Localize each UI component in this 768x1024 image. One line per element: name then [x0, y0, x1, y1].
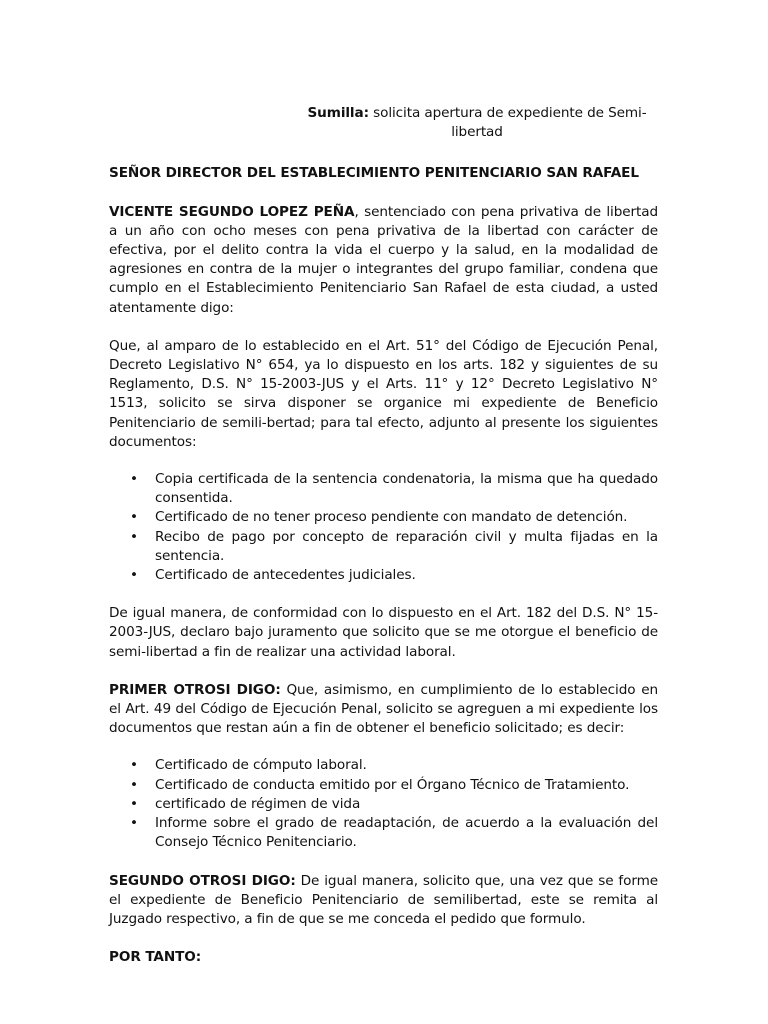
- bullet: •: [130, 509, 138, 526]
- list-item: [109, 528, 658, 566]
- addressee-heading: SEÑOR DIRECTOR DEL ESTABLECIMIENTO PENITENCIARIO SAN RAFAEL: [109, 165, 639, 182]
- list-item-text: Certificado de antecedentes judiciales.: [155, 567, 416, 584]
- sumilla-label: Sumilla:: [307, 105, 369, 121]
- intro-text: , sentenciado con pena privativa de libertad a un año con ocho meses con pena privativa de la libertad con carácter de efectiva, por el delito contra la vida el cuerpo y la salud, en la modalidad de agresiones en contra de la mujer o integrantes del grupo familiar, condena que cumplo en el Establecimiento Penitenciario San Rafael de esta ciudad, a usted atentamente digo:: [109, 203, 658, 316]
- petitioner-name: VICENTE SEGUNDO LOPEZ PEÑA: [109, 203, 355, 220]
- list-item-text: Certificado de no tener proceso pendiente con mandato de detención.: [155, 509, 628, 526]
- list-item-text: Informe sobre el grado de readaptación, de acuerdo a la evaluación del Consejo Técnico Penitenciario.: [155, 815, 658, 851]
- list-item-text: Certificado de cómputo laboral.: [155, 757, 367, 774]
- list-item-text: certificado de régimen de vida: [155, 795, 361, 812]
- list-item: [109, 814, 658, 852]
- attached-documents-list: [109, 470, 658, 585]
- primer-otrosi-label: PRIMER OTROSI DIGO:: [109, 681, 281, 698]
- request-paragraph: Que, al amparo de lo establecido en el Art. 51° del Código de Ejecución Penal, Decreto Legislativo N° 654, ya lo dispuesto en los arts. 182 y siguientes de su Reglamento, D.S. N° 15-2003-JUS y el Arts. 11° y 12° Decreto Legislativo N° 1513, solicito se sirva disponer se organice mi expediente de Beneficio Penitenciario de semili-bertad; para tal efecto, adjunto al presente los siguientes documentos:: [109, 337, 658, 450]
- bullet: •: [130, 757, 138, 774]
- closing-heading: POR TANTO:: [109, 949, 202, 966]
- bullet: •: [130, 567, 138, 584]
- primer-otrosi-paragraph: [109, 681, 658, 739]
- list-item-text: Copia certificada de la sentencia condenatoria, la misma que ha quedado consentida.: [155, 471, 658, 507]
- segundo-otrosi-paragraph: [109, 872, 658, 930]
- list-item: [109, 508, 658, 527]
- bullet: •: [130, 795, 138, 812]
- list-item: [109, 566, 658, 585]
- list-item: [109, 795, 658, 814]
- bullet: •: [130, 815, 138, 832]
- intro-paragraph: [109, 203, 658, 318]
- primer-otrosi-text: Que, asimismo, en cumplimiento de lo establecido en el Art. 49 del Código de Ejecución Penal, solicito se agreguen a mi expediente los documentos que restan aún a fin de obtener el beneficio solicitado; es decir:: [109, 681, 659, 737]
- list-item: [109, 470, 658, 508]
- bullet: •: [130, 471, 138, 488]
- pending-documents-list: [109, 756, 658, 852]
- list-item-text: Recibo de pago por concepto de reparación civil y multa fijadas en la sentencia.: [155, 528, 658, 564]
- sumilla: [307, 104, 647, 142]
- segundo-otrosi-label: SEGUNDO OTROSI DIGO:: [109, 872, 296, 889]
- bullet: •: [130, 528, 138, 545]
- document-page: [109, 104, 658, 967]
- list-item: [109, 776, 658, 795]
- list-item: [109, 756, 658, 775]
- bullet: •: [130, 776, 138, 793]
- sumilla-text: solicita apertura de expediente de Semi-libertad: [368, 105, 647, 141]
- oath-paragraph: De igual manera, de conformidad con lo dispuesto en el Art. 182 del D.S. N° 15-2003-JUS, declaro bajo juramento que solicito que se me otorgue el beneficio de semi-libertad a fin de realizar una actividad laboral.: [109, 605, 658, 660]
- segundo-otrosi-text: De igual manera, solicito que, una vez que se forme el expediente de Beneficio Penitenciario de semilibertad, este se remita al Juzgado respectivo, a fin de que se me conceda el pedido que formulo.: [109, 872, 658, 927]
- list-item-text: Certificado de conducta emitido por el Órgano Técnico de Tratamiento.: [155, 776, 630, 793]
